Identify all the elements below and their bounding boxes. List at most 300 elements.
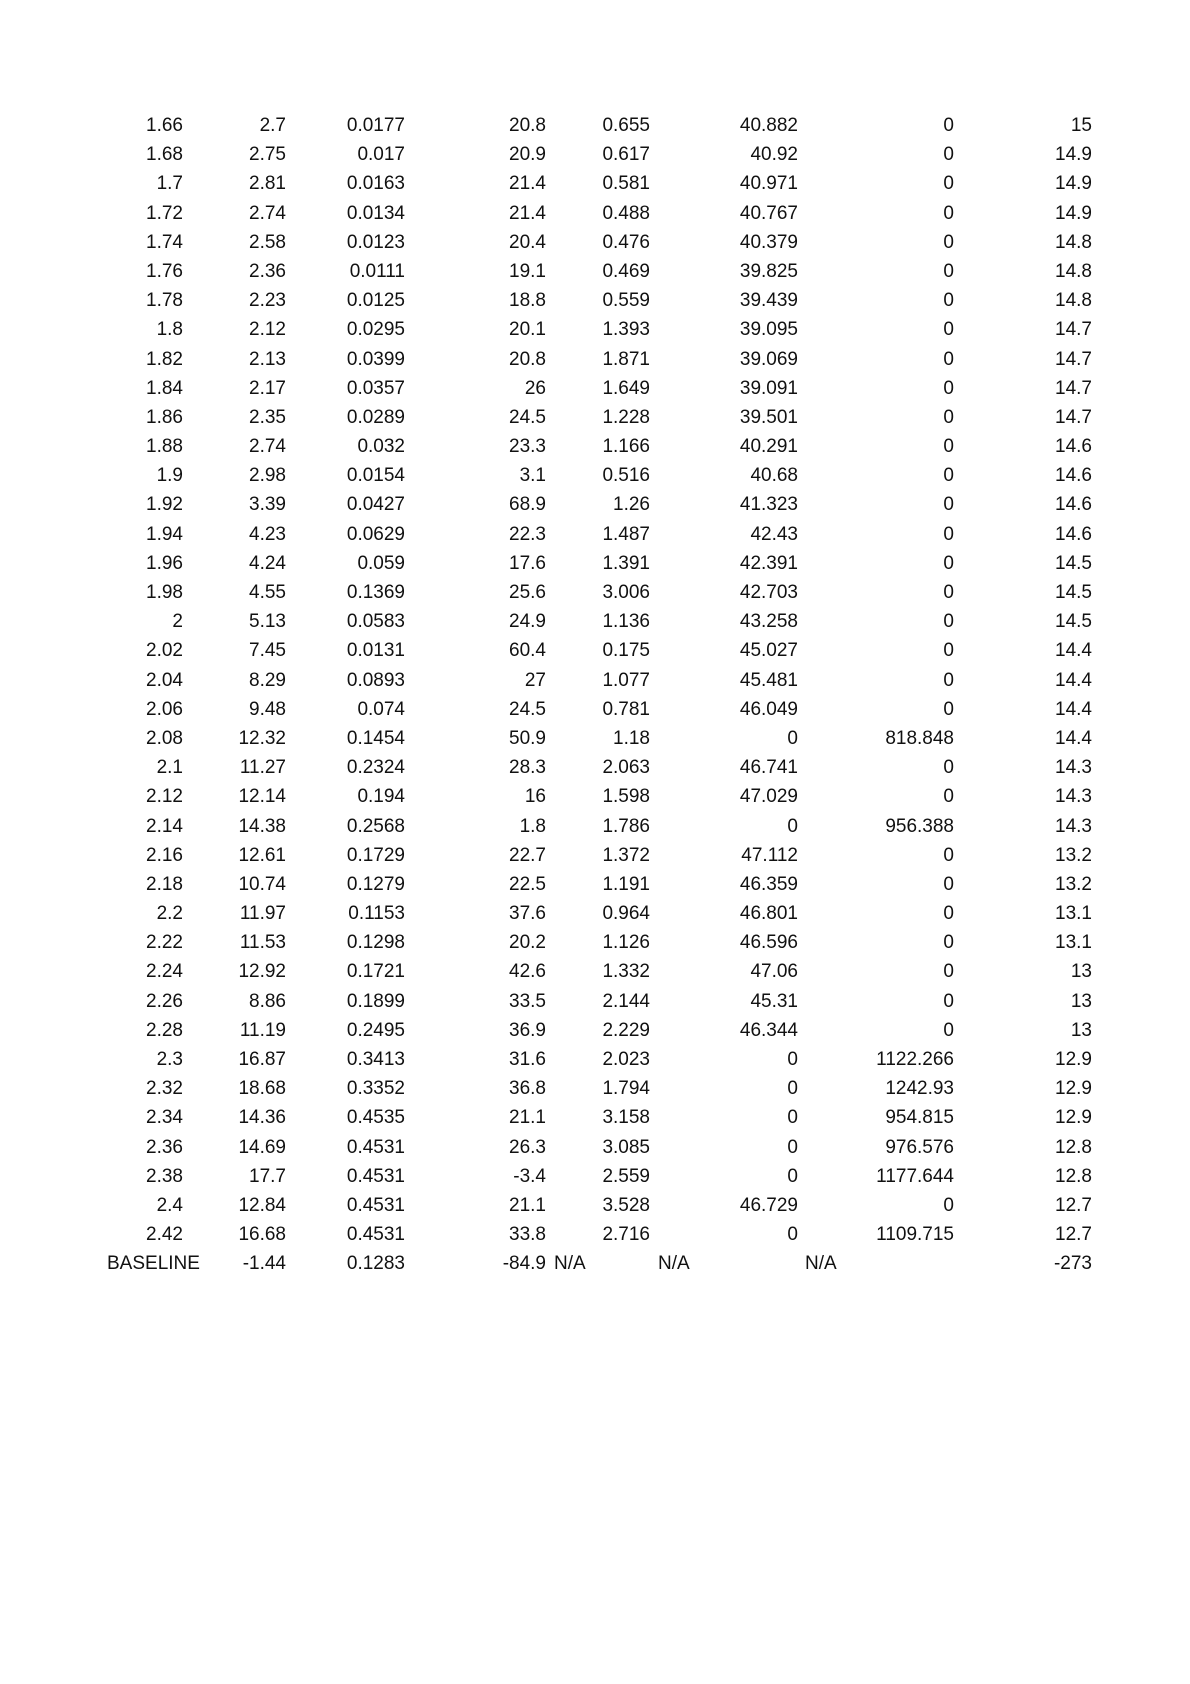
table-cell: 3.528 [602, 1194, 650, 1216]
table-cell: 12.9 [1055, 1049, 1092, 1070]
table-cell: 0.581 [602, 173, 650, 195]
table-cell: 14.38 [238, 815, 286, 837]
table-cell: 14.7 [1055, 377, 1092, 399]
table-row [0, 199, 1190, 228]
table-cell: 3.085 [602, 1136, 650, 1158]
table-cell: 20.1 [509, 319, 546, 341]
table-cell: 46.729 [739, 1194, 798, 1216]
table-row [0, 753, 1190, 782]
table-cell: 2.4 [156, 1194, 183, 1216]
table-cell: 21.1 [509, 1107, 546, 1129]
table-cell: 15 [1070, 115, 1092, 136]
table-row [0, 957, 1190, 986]
table-cell: 14.4 [1055, 669, 1092, 691]
table-cell: 2.02 [146, 640, 183, 662]
table-cell: 2.06 [146, 698, 183, 720]
table-cell: 2.18 [146, 873, 183, 895]
table-row [0, 257, 1190, 286]
table-cell: 0.0154 [346, 465, 405, 487]
table-cell: 68.9 [509, 494, 546, 516]
table-cell: 0.4531 [346, 1194, 405, 1216]
table-cell: 14.5 [1055, 552, 1092, 574]
table-cell: 39.069 [739, 348, 798, 370]
table-cell: 1.228 [602, 406, 650, 428]
spreadsheet-table [0, 111, 1190, 1279]
table-cell: 2.1 [156, 757, 183, 779]
table-row [0, 782, 1190, 811]
table-row [0, 578, 1190, 607]
table-row [0, 1016, 1190, 1045]
table-cell: 0.476 [602, 231, 650, 253]
table-cell: 42.703 [739, 582, 798, 603]
table-cell: 0 [943, 903, 954, 925]
table-cell: 0 [943, 115, 954, 136]
table-cell: -84.9 [502, 1253, 546, 1275]
table-cell: 4.23 [249, 523, 286, 545]
table-cell: 0.1298 [346, 932, 405, 954]
table-cell: 0.0177 [346, 115, 405, 136]
table-cell: 46.801 [739, 903, 798, 925]
table-row [0, 724, 1190, 753]
table-cell: 0.516 [602, 465, 650, 487]
table-cell: 39.091 [739, 377, 798, 399]
table-cell: 47.06 [750, 961, 798, 983]
table-cell: 2.3 [156, 1049, 183, 1070]
table-cell: 0.0629 [346, 523, 405, 545]
table-cell: 42.43 [750, 523, 798, 545]
table-cell: 0.0134 [346, 202, 405, 224]
table-cell: 14.7 [1055, 406, 1092, 428]
table-cell: 0 [943, 436, 954, 458]
table-cell: 16.68 [238, 1224, 286, 1246]
table-cell: 27 [524, 669, 546, 691]
table-cell: 23.3 [509, 436, 546, 458]
table-cell: 1.372 [602, 844, 650, 866]
table-row [0, 374, 1190, 403]
table-cell: 0 [943, 932, 954, 954]
table-cell: 12.84 [238, 1194, 286, 1216]
table-cell: 3.1 [519, 465, 546, 487]
table-cell: 14.9 [1055, 144, 1092, 166]
table-cell: 8.29 [249, 669, 286, 691]
table-cell: 26.3 [509, 1136, 546, 1158]
table-cell: 11.97 [239, 903, 286, 925]
table-cell: 2.2 [156, 903, 183, 925]
table-row [0, 490, 1190, 519]
table-cell: 0 [943, 873, 954, 895]
table-cell: 60.4 [509, 640, 546, 662]
table-row [0, 432, 1190, 461]
table-cell: 42.391 [739, 552, 798, 574]
table-cell: 0.3413 [346, 1049, 405, 1070]
table-cell: 24.5 [509, 698, 546, 720]
table-cell: 14.3 [1055, 786, 1092, 808]
table-cell: 1.598 [602, 786, 650, 808]
table-row [0, 987, 1190, 1016]
table-cell: 0.1369 [346, 582, 405, 603]
baseline-row [0, 1249, 1190, 1278]
table-cell: 0.2568 [346, 815, 405, 837]
table-cell: 1.96 [146, 552, 183, 574]
table-cell: 1.871 [602, 348, 650, 370]
table-cell: 0.655 [602, 115, 650, 136]
table-cell: 2.81 [249, 173, 286, 195]
table-cell: 40.379 [739, 231, 798, 253]
table-row [0, 315, 1190, 344]
table-cell: 20.8 [509, 348, 546, 370]
table-cell: 1109.715 [876, 1224, 954, 1246]
table-cell: 2.7 [259, 115, 286, 136]
table-cell: 14.4 [1055, 640, 1092, 662]
table-row [0, 1074, 1190, 1103]
table-cell: 42.6 [509, 961, 546, 983]
table-cell: 14.6 [1055, 436, 1092, 458]
table-cell: 0.1153 [348, 903, 405, 925]
table-cell: 2 [172, 611, 183, 633]
table-cell: 954.815 [885, 1107, 954, 1129]
table-cell: 4.55 [249, 582, 286, 603]
table-cell: 46.741 [739, 757, 798, 779]
table-row [0, 228, 1190, 257]
table-cell: 0 [787, 1136, 798, 1158]
table-cell: 14.69 [238, 1136, 286, 1158]
table-cell: N/A [658, 1253, 690, 1275]
table-cell: 0 [943, 1194, 954, 1216]
table-cell: 1.9 [156, 465, 183, 487]
table-cell: 2.35 [249, 406, 286, 428]
table-cell: 1.191 [602, 873, 650, 895]
table-cell: 20.8 [509, 115, 546, 136]
table-cell: 0.0295 [346, 319, 405, 341]
table-cell: 14.9 [1055, 173, 1092, 195]
table-row [0, 899, 1190, 928]
table-cell: 0 [787, 1165, 798, 1187]
table-cell: 12.9 [1055, 1078, 1092, 1100]
table-cell: 37.6 [509, 903, 546, 925]
table-cell: 21.1 [509, 1194, 546, 1216]
table-cell: 0.4531 [346, 1136, 405, 1158]
table-cell: 14.5 [1055, 611, 1092, 633]
table-cell: 2.559 [602, 1165, 650, 1187]
table-cell: 0.559 [602, 290, 650, 312]
table-cell: 0.0111 [349, 260, 405, 282]
table-cell: 0 [943, 990, 954, 1012]
table-cell: 0.617 [602, 144, 650, 166]
table-cell: 1.393 [602, 319, 650, 341]
table-cell: 2.24 [146, 961, 183, 983]
table-cell: 1.18 [613, 727, 650, 749]
table-cell: 3.158 [602, 1107, 650, 1129]
table-row [0, 403, 1190, 432]
table-cell: 1.88 [146, 436, 183, 458]
table-cell: 2.36 [146, 1136, 183, 1158]
table-cell: 1.92 [146, 494, 183, 516]
table-cell: 1.94 [146, 523, 183, 545]
table-cell: 50.9 [509, 727, 546, 749]
table-cell: 0.0427 [346, 494, 405, 516]
table-cell: 36.9 [509, 1019, 546, 1041]
table-cell: 2.36 [249, 260, 286, 282]
table-cell: 1.487 [602, 523, 650, 545]
table-cell: 26 [524, 377, 546, 399]
table-cell: -1.44 [242, 1253, 286, 1275]
table-cell: 14.8 [1055, 260, 1092, 282]
table-cell: 31.6 [509, 1049, 546, 1070]
table-cell: 2.08 [146, 727, 183, 749]
table-cell: 1.76 [146, 260, 183, 282]
table-cell: 12.7 [1055, 1194, 1092, 1216]
table-cell: 0 [943, 640, 954, 662]
table-cell: 4.24 [249, 552, 286, 574]
table-cell: 1.136 [602, 611, 650, 633]
table-cell: 14.6 [1055, 523, 1092, 545]
table-cell: 0.0357 [346, 377, 405, 399]
table-cell: 14.36 [238, 1107, 286, 1129]
table-cell: 2.34 [146, 1107, 183, 1129]
baseline-label: BASELINE [107, 1253, 200, 1275]
table-cell: 0.964 [602, 903, 650, 925]
table-cell: 2.58 [249, 231, 286, 253]
table-cell: 0 [943, 582, 954, 603]
table-cell: 0 [943, 552, 954, 574]
table-cell: 0 [943, 494, 954, 516]
table-row [0, 461, 1190, 490]
table-cell: 2.229 [602, 1019, 650, 1041]
table-cell: 39.439 [739, 290, 798, 312]
table-row [0, 812, 1190, 841]
table-cell: 5.13 [249, 611, 286, 633]
table-cell: 0.017 [357, 144, 405, 166]
table-cell: 0 [787, 1107, 798, 1129]
table-cell: 0 [787, 1049, 798, 1070]
table-cell: 0 [943, 377, 954, 399]
table-cell: 45.31 [750, 990, 798, 1012]
table-cell: 14.9 [1055, 202, 1092, 224]
table-cell: 12.7 [1055, 1224, 1092, 1246]
table-row [0, 169, 1190, 198]
table-cell: 2.26 [146, 990, 183, 1012]
table-cell: 12.92 [238, 961, 286, 983]
table-cell: 0.194 [357, 786, 405, 808]
table-row [0, 1191, 1190, 1220]
table-cell: 0.0399 [346, 348, 405, 370]
table-cell: 20.2 [509, 932, 546, 954]
table-cell: 8.86 [249, 990, 286, 1012]
table-cell: 1.7 [156, 173, 183, 195]
table-cell: 13 [1070, 1019, 1092, 1041]
table-cell: 40.92 [750, 144, 798, 166]
table-cell: N/A [805, 1253, 837, 1275]
table-cell: 2.16 [146, 844, 183, 866]
table-cell: 47.112 [741, 844, 798, 866]
table-cell: 0 [787, 727, 798, 749]
table-cell: 2.32 [146, 1078, 183, 1100]
table-cell: 11.27 [239, 757, 286, 779]
table-cell: 2.28 [146, 1019, 183, 1041]
table-cell: 13.2 [1055, 844, 1092, 866]
table-cell: 14.7 [1055, 348, 1092, 370]
table-cell: 0 [943, 202, 954, 224]
table-cell: 14.8 [1055, 290, 1092, 312]
table-cell: 1.84 [146, 377, 183, 399]
table-cell: 24.9 [509, 611, 546, 633]
table-cell: 20.9 [509, 144, 546, 166]
table-cell: 13.1 [1055, 903, 1092, 925]
table-cell: 1.077 [602, 669, 650, 691]
table-cell: 45.481 [739, 669, 798, 691]
table-cell: 9.48 [249, 698, 286, 720]
table-cell: 14.5 [1055, 582, 1092, 603]
table-cell: 2.38 [146, 1165, 183, 1187]
table-cell: 16 [524, 786, 546, 808]
table-cell: 0.2324 [346, 757, 405, 779]
table-cell: 0 [943, 173, 954, 195]
table-cell: 0 [943, 290, 954, 312]
table-cell: 46.344 [739, 1019, 798, 1041]
table-row [0, 695, 1190, 724]
table-row [0, 1220, 1190, 1249]
table-cell: 0.1454 [346, 727, 405, 749]
table-cell: 2.22 [146, 932, 183, 954]
table-cell: 18.8 [509, 290, 546, 312]
table-cell: 2.13 [249, 348, 286, 370]
table-cell: 0 [943, 786, 954, 808]
table-cell: 0 [943, 669, 954, 691]
table-cell: 39.501 [739, 406, 798, 428]
table-cell: 3.39 [249, 494, 286, 516]
table-cell: 40.767 [739, 202, 798, 224]
table-cell: 0.1283 [346, 1253, 405, 1275]
table-row [0, 1133, 1190, 1162]
table-cell: 0.032 [357, 436, 405, 458]
table-cell: 1.82 [146, 348, 183, 370]
table-cell: 46.049 [739, 698, 798, 720]
table-cell: 0 [943, 465, 954, 487]
table-cell: 0 [943, 231, 954, 253]
table-cell: 14.3 [1055, 815, 1092, 837]
table-cell: 0.175 [602, 640, 650, 662]
table-cell: 2.144 [602, 990, 650, 1012]
table-cell: 1.68 [146, 144, 183, 166]
table-cell: 13.1 [1055, 932, 1092, 954]
table-cell: 11.53 [239, 932, 286, 954]
table-cell: 0.0125 [346, 290, 405, 312]
table-cell: 1.8 [519, 815, 546, 837]
table-cell: 16.87 [238, 1049, 286, 1070]
table-cell: 13 [1070, 961, 1092, 983]
table-row [0, 1162, 1190, 1191]
table-cell: 14.4 [1055, 727, 1092, 749]
table-cell: 22.3 [509, 523, 546, 545]
table-cell: 2.23 [249, 290, 286, 312]
table-row [0, 636, 1190, 665]
table-cell: 12.9 [1055, 1107, 1092, 1129]
table-cell: 0 [943, 844, 954, 866]
table-cell: 40.971 [739, 173, 798, 195]
table-cell: 0.4535 [346, 1107, 405, 1129]
table-cell: 0 [787, 1224, 798, 1246]
table-cell: 0.0123 [346, 231, 405, 253]
table-cell: 43.258 [739, 611, 798, 633]
table-cell: 39.095 [739, 319, 798, 341]
table-cell: 2.74 [249, 436, 286, 458]
table-cell: 22.7 [509, 844, 546, 866]
table-cell: 2.716 [602, 1224, 650, 1246]
table-cell: 0.4531 [346, 1224, 405, 1246]
table-cell: 1177.644 [876, 1165, 954, 1187]
table-cell: 0 [943, 319, 954, 341]
table-cell: 0 [943, 757, 954, 779]
table-cell: 47.029 [739, 786, 798, 808]
table-cell: 1.98 [146, 582, 183, 603]
table-cell: 12.14 [238, 786, 286, 808]
table-cell: 0 [943, 144, 954, 166]
table-cell: 2.023 [602, 1049, 650, 1070]
table-cell: 0.1721 [346, 961, 405, 983]
table-cell: 2.063 [602, 757, 650, 779]
table-cell: 2.74 [249, 202, 286, 224]
table-cell: 2.12 [249, 319, 286, 341]
table-cell: 0.0289 [346, 406, 405, 428]
table-cell: 14.6 [1055, 494, 1092, 516]
table-row [0, 1103, 1190, 1132]
table-cell: 1.86 [146, 406, 183, 428]
table-cell: 12.8 [1055, 1136, 1092, 1158]
table-cell: 33.5 [509, 990, 546, 1012]
table-cell: 28.3 [509, 757, 546, 779]
table-cell: 11.19 [239, 1019, 286, 1041]
table-cell: 33.8 [509, 1224, 546, 1246]
table-cell: 2.14 [146, 815, 183, 837]
table-cell: 45.027 [739, 640, 798, 662]
table-cell: 2.12 [146, 786, 183, 808]
table-cell: 1.794 [602, 1078, 650, 1100]
table-cell: 13 [1070, 990, 1092, 1012]
table-cell: 12.8 [1055, 1165, 1092, 1187]
table-cell: 0 [943, 1019, 954, 1041]
table-cell: 39.825 [739, 260, 798, 282]
table-cell: 13.2 [1055, 873, 1092, 895]
table-cell: 0.1279 [346, 873, 405, 895]
table-cell: 0.488 [602, 202, 650, 224]
table-cell: -3.4 [513, 1165, 546, 1187]
table-cell: 0 [943, 406, 954, 428]
table-row [0, 607, 1190, 636]
table-row [0, 111, 1190, 140]
table-cell: 1.166 [602, 436, 650, 458]
table-cell: 46.596 [739, 932, 798, 954]
table-row [0, 140, 1190, 169]
table-cell: 3.006 [602, 582, 650, 603]
table-cell: 25.6 [509, 582, 546, 603]
table-cell: 17.7 [249, 1165, 286, 1187]
table-cell: 0.781 [602, 698, 650, 720]
table-cell: 0 [943, 611, 954, 633]
table-cell: 1.649 [602, 377, 650, 399]
table-cell: 1.74 [146, 231, 183, 253]
table-cell: 1.391 [602, 552, 650, 574]
table-cell: 2.04 [146, 669, 183, 691]
table-cell: 36.8 [509, 1078, 546, 1100]
table-cell: 0.4531 [346, 1165, 405, 1187]
table-cell: 1122.266 [876, 1049, 954, 1070]
table-cell: 20.4 [509, 231, 546, 253]
table-cell: 41.323 [739, 494, 798, 516]
table-cell: 19.1 [509, 260, 546, 282]
table-cell: 0 [787, 1078, 798, 1100]
table-cell: 0.0131 [346, 640, 405, 662]
table-cell: 0 [787, 815, 798, 837]
